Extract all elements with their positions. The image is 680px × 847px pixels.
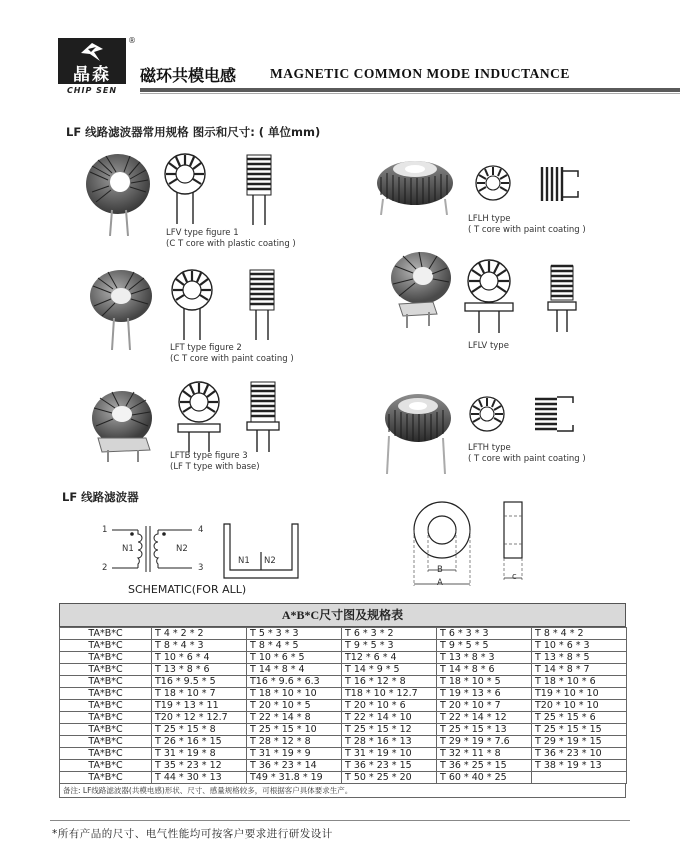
- table-row: [60, 724, 627, 736]
- table-cell: T49 * 31.8 * 19: [247, 772, 342, 784]
- table-cell: T 29 * 19 * 15: [532, 736, 627, 748]
- winding-n1-label: N1: [122, 544, 134, 554]
- footer-note: *所有产品的尺寸、电气性能均可按客户要求进行研发设计: [52, 828, 333, 840]
- table-cell: T 32 * 11 * 8: [437, 748, 532, 760]
- schematic-u-core: [220, 522, 302, 582]
- table-row: [60, 712, 627, 724]
- row-label: TA*B*C: [60, 724, 152, 736]
- lft-photo: [88, 268, 154, 350]
- table-cell: T 5 * 3 * 3: [247, 628, 342, 640]
- table-cell: T 25 * 15 * 6: [532, 712, 627, 724]
- table-cell: T 36 * 23 * 15: [342, 760, 437, 772]
- table-cell: T 10 * 6 * 4: [152, 652, 247, 664]
- table-cell: T 38 * 19 * 13: [532, 760, 627, 772]
- table-cell: T 28 * 16 * 13: [342, 736, 437, 748]
- table-cell: T 22 * 14 * 8: [247, 712, 342, 724]
- table-cell: T 31 * 19 * 9: [247, 748, 342, 760]
- row-label: TA*B*C: [60, 712, 152, 724]
- table-cell: T 20 * 10 * 7: [437, 700, 532, 712]
- table-row: [60, 736, 627, 748]
- u-core-n2-label: N2: [264, 556, 276, 566]
- lftb-front-drawing: [175, 380, 223, 452]
- lflv-side-drawing: [547, 264, 577, 332]
- lfv-side-drawing: [243, 153, 275, 225]
- brand-logo: [58, 38, 126, 84]
- table-cell: T 18 * 10 * 5: [437, 676, 532, 688]
- dim-c-label: c: [512, 572, 517, 582]
- schematic-label: SCHEMATIC(FOR ALL): [128, 583, 247, 596]
- toroid-dimension-drawing: [404, 500, 480, 590]
- table-cell: T 13 * 8 * 6: [152, 664, 247, 676]
- dim-b-label: B: [437, 565, 443, 575]
- lft-side-drawing: [246, 268, 278, 340]
- spec-table-note: 备注: LF线路滤波器(共模电感)形状、尺寸、感量规格较多，可根据客户具体要求生产。: [59, 784, 626, 798]
- lflv-photo: [385, 250, 453, 330]
- table-cell: T 16 * 12 * 8: [342, 676, 437, 688]
- table-cell: T 36 * 23 * 10: [532, 748, 627, 760]
- table-cell: T19 * 10 * 10: [532, 688, 627, 700]
- page-title-cn: 磁环共模电感: [140, 66, 237, 85]
- dim-a-label: A: [437, 578, 443, 588]
- table-row: [60, 628, 627, 640]
- table-row: [60, 748, 627, 760]
- lftb-photo: [88, 388, 158, 462]
- row-label: TA*B*C: [60, 736, 152, 748]
- table-cell: T20 * 12 * 12.7: [152, 712, 247, 724]
- table-cell: T 18 * 10 * 7: [152, 688, 247, 700]
- table-cell: T 20 * 10 * 6: [342, 700, 437, 712]
- section-title-filter: LF 线路滤波器: [62, 490, 139, 504]
- table-row: [60, 772, 627, 784]
- table-cell: T 18 * 10 * 10: [247, 688, 342, 700]
- table-cell: T 6 * 3 * 2: [342, 628, 437, 640]
- table-cell: T 25 * 15 * 13: [437, 724, 532, 736]
- table-cell: T 8 * 4 * 5: [247, 640, 342, 652]
- table-cell: T 31 * 19 * 8: [152, 748, 247, 760]
- table-row: [60, 652, 627, 664]
- table-cell: T 10 * 6 * 3: [532, 640, 627, 652]
- spec-table-grid: [59, 627, 627, 784]
- lftb-side-drawing: [246, 380, 280, 452]
- table-cell: T 6 * 3 * 3: [437, 628, 532, 640]
- table-cell: T19 * 13 * 11: [152, 700, 247, 712]
- row-label: TA*B*C: [60, 688, 152, 700]
- row-label: TA*B*C: [60, 628, 152, 640]
- table-cell: T 14 * 8 * 6: [437, 664, 532, 676]
- table-cell: T 25 * 15 * 12: [342, 724, 437, 736]
- table-cell: [532, 772, 627, 784]
- table-cell: T 29 * 19 * 7.6: [437, 736, 532, 748]
- row-label: TA*B*C: [60, 748, 152, 760]
- winding-n2-label: N2: [176, 544, 188, 554]
- lflv-front-drawing: [463, 257, 515, 333]
- table-row: [60, 688, 627, 700]
- table-cell: T 44 * 30 * 13: [152, 772, 247, 784]
- table-cell: T 20 * 10 * 5: [247, 700, 342, 712]
- table-cell: T 25 * 15 * 8: [152, 724, 247, 736]
- row-label: TA*B*C: [60, 700, 152, 712]
- table-cell: T 14 * 9 * 5: [342, 664, 437, 676]
- table-cell: T16 * 9.6 * 6.3: [247, 676, 342, 688]
- header-rule: [140, 88, 680, 92]
- table-cell: T 22 * 14 * 10: [342, 712, 437, 724]
- table-cell: T 28 * 12 * 8: [247, 736, 342, 748]
- lfv-front-drawing: [163, 152, 207, 224]
- table-cell: T 14 * 8 * 7: [532, 664, 627, 676]
- table-cell: T 36 * 25 * 15: [437, 760, 532, 772]
- table-cell: T 9 * 5 * 5: [437, 640, 532, 652]
- row-label: TA*B*C: [60, 760, 152, 772]
- table-cell: T 4 * 2 * 2: [152, 628, 247, 640]
- table-cell: T 18 * 10 * 6: [532, 676, 627, 688]
- pin-4: 4: [198, 525, 204, 535]
- table-row: [60, 664, 627, 676]
- row-label: TA*B*C: [60, 652, 152, 664]
- lflv-caption: LFLV type: [468, 341, 509, 351]
- u-core-n1-label: N1: [238, 556, 250, 566]
- row-label: TA*B*C: [60, 664, 152, 676]
- table-row: [60, 640, 627, 652]
- lfv-caption: LFV type figure 1 (C T core with plastic coating ): [166, 228, 296, 249]
- table-cell: T12 * 6 * 4: [342, 652, 437, 664]
- lfth-photo: [383, 388, 453, 474]
- lfth-caption: LFTH type ( T core with paint coating ): [468, 443, 586, 464]
- table-cell: T 13 * 8 * 3: [437, 652, 532, 664]
- page-title-en: MAGNETIC COMMON MODE INDUCTANCE: [270, 66, 570, 81]
- lflh-photo: [375, 153, 455, 215]
- table-cell: T 22 * 14 * 12: [437, 712, 532, 724]
- table-cell: T 13 * 8 * 5: [532, 652, 627, 664]
- lft-front-drawing: [170, 268, 214, 340]
- table-cell: T 8 * 4 * 2: [532, 628, 627, 640]
- schematic-transformer: [100, 518, 210, 580]
- table-cell: T 50 * 25 * 20: [342, 772, 437, 784]
- table-row: [60, 700, 627, 712]
- table-cell: T 25 * 15 * 10: [247, 724, 342, 736]
- table-cell: T 19 * 13 * 6: [437, 688, 532, 700]
- row-label: TA*B*C: [60, 640, 152, 652]
- lft-caption: LFT type figure 2 (C T core with paint coating ): [170, 343, 294, 364]
- spec-table: [59, 603, 626, 798]
- lflh-front-drawing: [473, 163, 513, 203]
- section-title-specs: LF 线路滤波器常用规格 图示和尺寸: ( 单位mm): [66, 125, 321, 139]
- table-cell: T 8 * 4 * 3: [152, 640, 247, 652]
- lfv-photo: [84, 152, 156, 236]
- pin-1: 1: [102, 525, 108, 535]
- table-cell: T 26 * 16 * 15: [152, 736, 247, 748]
- table-cell: T 10 * 6 * 5: [247, 652, 342, 664]
- brand-name-cn: 晶森: [73, 65, 111, 85]
- table-cell: T 60 * 40 * 25: [437, 772, 532, 784]
- lflh-side-drawing: [540, 163, 580, 205]
- registered-mark: ®: [128, 36, 136, 45]
- row-label: TA*B*C: [60, 772, 152, 784]
- lfth-side-drawing: [533, 393, 577, 435]
- brand-name-en: CHIP SEN: [66, 86, 118, 95]
- table-cell: T 9 * 5 * 3: [342, 640, 437, 652]
- table-cell: T18 * 10 * 12.7: [342, 688, 437, 700]
- lflh-caption: LFLH type ( T core with paint coating ): [468, 214, 586, 235]
- table-cell: T 31 * 19 * 10: [342, 748, 437, 760]
- table-cell: T 36 * 23 * 14: [247, 760, 342, 772]
- header-rule-thin: [140, 93, 680, 94]
- table-cell: T 25 * 15 * 15: [532, 724, 627, 736]
- table-cell: T20 * 10 * 10: [532, 700, 627, 712]
- table-cell: T 35 * 23 * 12: [152, 760, 247, 772]
- spec-table-title: A*B*C尺寸图及规格表: [59, 603, 626, 627]
- footer-rule: [50, 820, 630, 821]
- table-row: [60, 760, 627, 772]
- row-label: TA*B*C: [60, 676, 152, 688]
- table-cell: T 14 * 8 * 4: [247, 664, 342, 676]
- pin-2: 2: [102, 563, 108, 573]
- pin-3: 3: [198, 563, 204, 573]
- lftb-caption: LFTB type figure 3 (LF T type with base): [170, 451, 260, 472]
- lfth-front-drawing: [467, 394, 507, 434]
- table-cell: T16 * 9.5 * 5: [152, 676, 247, 688]
- table-row: [60, 676, 627, 688]
